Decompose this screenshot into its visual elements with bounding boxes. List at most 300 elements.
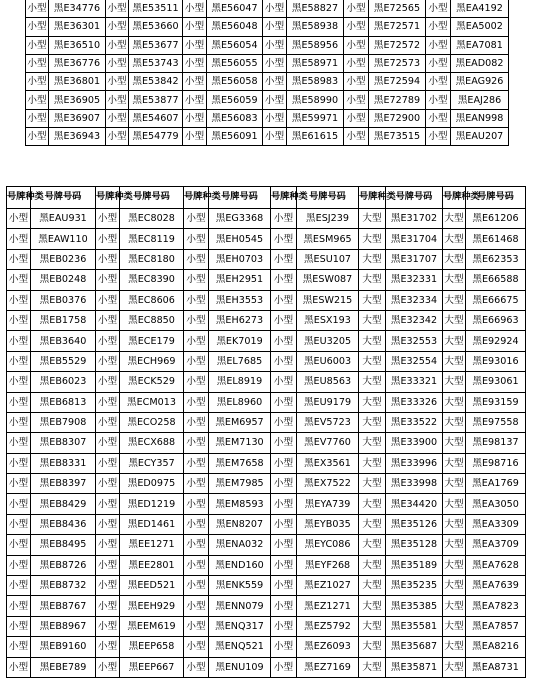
plate-type-cell: 小型 — [7, 372, 31, 392]
plate-number-cell: 黑EA7857 — [466, 616, 526, 636]
table-row — [26, 0, 509, 18]
plate-number-cell: 黑E33321 — [386, 372, 443, 392]
plate-number-cell: 黑E93159 — [466, 392, 526, 412]
plate-number-cell: 黑E72565 — [369, 0, 426, 18]
plate-number-cell: 黑E93061 — [466, 372, 526, 392]
plate-number-cell: 黑EB5529 — [31, 351, 96, 371]
plate-type-cell: 小型 — [184, 351, 209, 371]
plate-number-cell: 黑E31702 — [386, 209, 443, 229]
plate-number-cell: 黑E98716 — [466, 453, 526, 473]
plate-number-cell: 黑EBE789 — [31, 657, 96, 677]
main-plate-table — [6, 186, 526, 678]
plate-number-cell: 黑EA4192 — [451, 0, 509, 18]
plate-number-cell: 黑EED521 — [120, 576, 184, 596]
plate-type-cell: 大型 — [359, 494, 386, 514]
plate-number-cell: 黑E66588 — [466, 270, 526, 290]
plate-type-cell: 小型 — [96, 596, 120, 616]
plate-number-cell: 黑E72789 — [369, 91, 426, 109]
plate-type-cell: 小型 — [106, 54, 129, 72]
plate-number-cell: 黑EZ7169 — [297, 657, 359, 677]
plate-number-cell: 黑E31704 — [386, 229, 443, 249]
plate-type-cell: 小型 — [96, 209, 120, 229]
plate-number-cell: 黑END160 — [209, 555, 271, 575]
plate-number-cell: 黑E31707 — [386, 249, 443, 269]
plate-type-cell: 大型 — [443, 576, 466, 596]
plate-number-cell: 黑E54779 — [129, 128, 183, 146]
plate-number-cell: 黑ECO258 — [120, 412, 184, 432]
plate-type-cell: 小型 — [271, 657, 297, 677]
plate-type-cell: 小型 — [271, 555, 297, 575]
plate-type-cell: 小型 — [344, 0, 369, 18]
plate-number-cell: 黑EB1758 — [31, 310, 96, 330]
plate-number-cell: 黑EAU931 — [31, 209, 96, 229]
plate-type-cell: 大型 — [359, 657, 386, 677]
header-plate-number: 号牌号码 — [297, 187, 359, 209]
plate-number-cell: 黑E54607 — [129, 109, 183, 127]
plate-type-cell: 小型 — [7, 576, 31, 596]
plate-type-cell: 小型 — [344, 54, 369, 72]
plate-type-cell: 小型 — [96, 270, 120, 290]
table-row — [26, 36, 509, 54]
table-row — [7, 433, 526, 453]
plate-type-cell: 大型 — [359, 596, 386, 616]
plate-type-cell: 小型 — [184, 555, 209, 575]
header-plate-number: 号牌号码 — [466, 187, 526, 209]
plate-number-cell: 黑EK7019 — [209, 331, 271, 351]
plate-type-cell: 小型 — [184, 514, 209, 534]
plate-number-cell: 黑E73515 — [369, 128, 426, 146]
plate-number-cell: 黑ESW215 — [297, 290, 359, 310]
plate-type-cell: 大型 — [359, 229, 386, 249]
plate-number-cell: 黑EAJ286 — [451, 91, 509, 109]
plate-number-cell: 黑E59971 — [287, 109, 344, 127]
plate-number-cell: 黑E36905 — [49, 91, 106, 109]
plate-number-cell: 黑E58827 — [287, 0, 344, 18]
plate-type-cell: 小型 — [26, 128, 49, 146]
plate-type-cell: 小型 — [7, 596, 31, 616]
plate-number-cell: 黑EA3050 — [466, 494, 526, 514]
plate-number-cell: 黑EA8216 — [466, 637, 526, 657]
plate-type-cell: 小型 — [183, 73, 207, 91]
plate-number-cell: 黑EV7760 — [297, 433, 359, 453]
plate-number-cell: 黑ENQ521 — [209, 637, 271, 657]
plate-number-cell: 黑E34776 — [49, 0, 106, 18]
plate-number-cell: 黑EAW110 — [31, 229, 96, 249]
table-row — [7, 637, 526, 657]
plate-number-cell: 黑EA7628 — [466, 555, 526, 575]
plate-type-cell: 小型 — [271, 290, 297, 310]
plate-type-cell: 小型 — [271, 433, 297, 453]
plate-type-cell: 大型 — [359, 392, 386, 412]
plate-number-cell: 黑EAN998 — [451, 109, 509, 127]
plate-number-cell: 黑EH6273 — [209, 310, 271, 330]
plate-type-cell: 小型 — [96, 392, 120, 412]
plate-number-cell: 黑EL8960 — [209, 392, 271, 412]
plate-type-cell: 小型 — [106, 128, 129, 146]
plate-number-cell: 黑EA7823 — [466, 596, 526, 616]
plate-type-cell: 小型 — [183, 54, 207, 72]
plate-number-cell: 黑E56083 — [207, 109, 263, 127]
plate-number-cell: 黑E36943 — [49, 128, 106, 146]
plate-type-cell: 大型 — [443, 249, 466, 269]
table-row — [7, 576, 526, 596]
plate-number-cell: 黑E53743 — [129, 54, 183, 72]
plate-number-cell: 黑EA7639 — [466, 576, 526, 596]
plate-type-cell: 大型 — [443, 372, 466, 392]
plate-number-cell: 黑E33996 — [386, 453, 443, 473]
plate-type-cell: 小型 — [7, 637, 31, 657]
plate-type-cell: 大型 — [359, 351, 386, 371]
plate-number-cell: 黑E58983 — [287, 73, 344, 91]
plate-type-cell: 小型 — [26, 54, 49, 72]
plate-type-cell: 大型 — [359, 637, 386, 657]
plate-type-cell: 大型 — [359, 249, 386, 269]
plate-type-cell: 小型 — [271, 576, 297, 596]
plate-number-cell: 黑E53842 — [129, 73, 183, 91]
plate-number-cell: 黑E34420 — [386, 494, 443, 514]
plate-number-cell: 黑E35581 — [386, 616, 443, 636]
plate-number-cell: 黑E33326 — [386, 392, 443, 412]
plate-number-cell: 黑EB9160 — [31, 637, 96, 657]
plate-number-cell: 黑E58938 — [287, 18, 344, 36]
table-row — [26, 18, 509, 36]
plate-number-cell: 黑ED0975 — [120, 474, 184, 494]
plate-number-cell: 黑EM7658 — [209, 453, 271, 473]
plate-type-cell: 小型 — [344, 128, 369, 146]
plate-type-cell: 小型 — [271, 616, 297, 636]
plate-number-cell: 黑EAU207 — [451, 128, 509, 146]
plate-type-cell: 小型 — [426, 0, 451, 18]
plate-number-cell: 黑E53877 — [129, 91, 183, 109]
plate-number-cell: 黑E58971 — [287, 54, 344, 72]
plate-type-cell: 小型 — [26, 109, 49, 127]
plate-type-cell: 小型 — [183, 128, 207, 146]
plate-type-cell: 小型 — [96, 290, 120, 310]
plate-number-cell: 黑EEP658 — [120, 637, 184, 657]
plate-type-cell: 小型 — [96, 494, 120, 514]
plate-number-cell: 黑EAD082 — [451, 54, 509, 72]
plate-type-cell: 小型 — [26, 18, 49, 36]
plate-number-cell: 黑EB8331 — [31, 453, 96, 473]
plate-number-cell: 黑E58956 — [287, 36, 344, 54]
plate-number-cell: 黑EC8390 — [120, 270, 184, 290]
plate-type-cell: 小型 — [184, 209, 209, 229]
plate-number-cell: 黑E36801 — [49, 73, 106, 91]
table-row — [7, 453, 526, 473]
plate-type-cell: 小型 — [184, 453, 209, 473]
plate-type-cell: 小型 — [26, 73, 49, 91]
plate-number-cell: 黑EB8436 — [31, 514, 96, 534]
plate-number-cell: 黑E35235 — [386, 576, 443, 596]
plate-type-cell: 小型 — [184, 637, 209, 657]
plate-number-cell: 黑EZ5792 — [297, 616, 359, 636]
plate-type-cell: 大型 — [359, 616, 386, 636]
plate-type-cell: 小型 — [106, 109, 129, 127]
plate-number-cell: 黑EH0703 — [209, 249, 271, 269]
plate-number-cell: 黑E56091 — [207, 128, 263, 146]
plate-type-cell: 小型 — [7, 229, 31, 249]
plate-number-cell: 黑EYF268 — [297, 555, 359, 575]
plate-number-cell: 黑ED1461 — [120, 514, 184, 534]
plate-number-cell: 黑E35687 — [386, 637, 443, 657]
plate-type-cell: 大型 — [443, 351, 466, 371]
plate-type-cell: 小型 — [184, 494, 209, 514]
plate-type-cell: 大型 — [443, 494, 466, 514]
plate-number-cell: 黑EU8563 — [297, 372, 359, 392]
plate-type-cell: 小型 — [426, 73, 451, 91]
plate-number-cell: 黑EC8180 — [120, 249, 184, 269]
plate-type-cell: 小型 — [7, 514, 31, 534]
plate-type-cell: 大型 — [359, 209, 386, 229]
plate-number-cell: 黑EA7081 — [451, 36, 509, 54]
plate-type-cell: 小型 — [96, 555, 120, 575]
table-row — [7, 290, 526, 310]
plate-number-cell: 黑EU6003 — [297, 351, 359, 371]
plate-type-cell: 小型 — [96, 372, 120, 392]
plate-number-cell: 黑EZ6093 — [297, 637, 359, 657]
plate-type-cell: 小型 — [184, 249, 209, 269]
plate-number-cell: 黑E32334 — [386, 290, 443, 310]
main-table-body — [7, 209, 526, 678]
plate-number-cell: 黑ENK559 — [209, 576, 271, 596]
plate-type-cell: 大型 — [443, 270, 466, 290]
plate-number-cell: 黑EB0236 — [31, 249, 96, 269]
plate-type-cell: 小型 — [271, 637, 297, 657]
plate-type-cell: 小型 — [271, 351, 297, 371]
plate-number-cell: 黑ESX193 — [297, 310, 359, 330]
plate-number-cell: 黑EB8732 — [31, 576, 96, 596]
plate-type-cell: 大型 — [359, 310, 386, 330]
plate-type-cell: 大型 — [359, 270, 386, 290]
plate-number-cell: 黑EEP667 — [120, 657, 184, 677]
plate-type-cell: 大型 — [443, 555, 466, 575]
plate-number-cell: 黑ESM965 — [297, 229, 359, 249]
plate-type-cell: 小型 — [7, 392, 31, 412]
plate-type-cell: 小型 — [184, 310, 209, 330]
plate-type-cell: 小型 — [344, 91, 369, 109]
plate-type-cell: 大型 — [443, 209, 466, 229]
plate-number-cell: 黑E53677 — [129, 36, 183, 54]
plate-type-cell: 小型 — [26, 0, 49, 18]
plate-type-cell: 小型 — [7, 310, 31, 330]
plate-number-cell: 黑EG3368 — [209, 209, 271, 229]
plate-number-cell: 黑ECY357 — [120, 453, 184, 473]
plate-type-cell: 大型 — [443, 229, 466, 249]
plate-type-cell: 小型 — [344, 18, 369, 36]
plate-type-cell: 小型 — [426, 36, 451, 54]
plate-number-cell: 黑E66675 — [466, 290, 526, 310]
plate-number-cell: 黑EA8731 — [466, 657, 526, 677]
plate-type-cell: 大型 — [443, 453, 466, 473]
plate-number-cell: 黑ENQ317 — [209, 616, 271, 636]
plate-type-cell: 小型 — [7, 657, 31, 677]
plate-number-cell: 黑EB8429 — [31, 494, 96, 514]
plate-number-cell: 黑E97558 — [466, 412, 526, 432]
plate-type-cell: 小型 — [184, 412, 209, 432]
plate-type-cell: 小型 — [183, 0, 207, 18]
plate-type-cell: 大型 — [443, 290, 466, 310]
plate-type-cell: 小型 — [184, 331, 209, 351]
plate-type-cell: 小型 — [271, 474, 297, 494]
plate-number-cell: 黑EL8919 — [209, 372, 271, 392]
plate-number-cell: 黑EM7130 — [209, 433, 271, 453]
plate-type-cell: 小型 — [271, 229, 297, 249]
header-plate-number: 号牌号码 — [386, 187, 443, 209]
table-row — [7, 372, 526, 392]
plate-type-cell: 小型 — [7, 433, 31, 453]
plate-number-cell: 黑E72572 — [369, 36, 426, 54]
plate-number-cell: 黑EYC086 — [297, 535, 359, 555]
plate-number-cell: 黑EC8850 — [120, 310, 184, 330]
plate-type-cell: 小型 — [96, 514, 120, 534]
plate-type-cell: 小型 — [184, 657, 209, 677]
header-plate-number: 号牌号码 — [120, 187, 184, 209]
plate-number-cell: 黑E33998 — [386, 474, 443, 494]
plate-type-cell: 小型 — [184, 474, 209, 494]
plate-type-cell: 大型 — [359, 331, 386, 351]
plate-number-cell: 黑EB0248 — [31, 270, 96, 290]
table-row — [7, 310, 526, 330]
plate-type-cell: 大型 — [359, 576, 386, 596]
plate-type-cell: 小型 — [184, 535, 209, 555]
plate-number-cell: 黑E35126 — [386, 514, 443, 534]
plate-type-cell: 大型 — [443, 657, 466, 677]
plate-type-cell: 小型 — [96, 331, 120, 351]
plate-type-cell: 小型 — [7, 535, 31, 555]
table-row — [7, 331, 526, 351]
plate-type-cell: 大型 — [443, 392, 466, 412]
plate-number-cell: 黑E56054 — [207, 36, 263, 54]
header-plate-type: 号牌种类 — [359, 187, 386, 209]
plate-type-cell: 小型 — [263, 128, 287, 146]
plate-number-cell: 黑E92924 — [466, 331, 526, 351]
plate-type-cell: 小型 — [96, 535, 120, 555]
plate-number-cell: 黑EB8967 — [31, 616, 96, 636]
plate-number-cell: 黑E36907 — [49, 109, 106, 127]
plate-number-cell: 黑E53660 — [129, 18, 183, 36]
plate-type-cell: 大型 — [359, 474, 386, 494]
plate-type-cell: 小型 — [7, 290, 31, 310]
plate-type-cell: 小型 — [7, 331, 31, 351]
header-plate-number: 号牌号码 — [209, 187, 271, 209]
plate-number-cell: 黑E35871 — [386, 657, 443, 677]
plate-type-cell: 大型 — [359, 514, 386, 534]
plate-number-cell: 黑EC8119 — [120, 229, 184, 249]
plate-type-cell: 小型 — [263, 18, 287, 36]
plate-type-cell: 小型 — [183, 36, 207, 54]
plate-number-cell: 黑EB6813 — [31, 392, 96, 412]
table-row — [26, 109, 509, 127]
plate-number-cell: 黑E72594 — [369, 73, 426, 91]
plate-type-cell: 大型 — [443, 474, 466, 494]
plate-number-cell: 黑EE2801 — [120, 555, 184, 575]
header-plate-type: 号牌种类 — [271, 187, 297, 209]
top-plate-table — [25, 0, 509, 146]
plate-number-cell: 黑EH0545 — [209, 229, 271, 249]
plate-type-cell: 小型 — [184, 270, 209, 290]
table-row — [7, 392, 526, 412]
table-row — [7, 209, 526, 229]
plate-type-cell: 大型 — [359, 290, 386, 310]
plate-type-cell: 小型 — [184, 616, 209, 636]
plate-number-cell: 黑ECM013 — [120, 392, 184, 412]
plate-number-cell: 黑E53511 — [129, 0, 183, 18]
table-row — [26, 128, 509, 146]
plate-type-cell: 大型 — [443, 310, 466, 330]
plate-number-cell: 黑EC8028 — [120, 209, 184, 229]
plate-type-cell: 小型 — [426, 91, 451, 109]
plate-number-cell: 黑ECX688 — [120, 433, 184, 453]
plate-type-cell: 小型 — [426, 109, 451, 127]
plate-type-cell: 小型 — [106, 18, 129, 36]
table-row — [7, 596, 526, 616]
plate-type-cell: 小型 — [7, 555, 31, 575]
plate-type-cell: 小型 — [7, 494, 31, 514]
plate-number-cell: 黑EN8207 — [209, 514, 271, 534]
plate-number-cell: 黑EB3640 — [31, 331, 96, 351]
plate-type-cell: 小型 — [7, 209, 31, 229]
plate-type-cell: 小型 — [96, 433, 120, 453]
plate-type-cell: 小型 — [183, 91, 207, 109]
plate-type-cell: 小型 — [271, 372, 297, 392]
plate-number-cell: 黑EM8593 — [209, 494, 271, 514]
plate-number-cell: 黑EB8307 — [31, 433, 96, 453]
plate-number-cell: 黑E56058 — [207, 73, 263, 91]
plate-number-cell: 黑E33522 — [386, 412, 443, 432]
plate-type-cell: 小型 — [184, 290, 209, 310]
plate-type-cell: 大型 — [359, 433, 386, 453]
plate-type-cell: 大型 — [443, 433, 466, 453]
plate-type-cell: 小型 — [184, 433, 209, 453]
plate-type-cell: 小型 — [7, 351, 31, 371]
plate-type-cell: 小型 — [271, 249, 297, 269]
plate-type-cell: 小型 — [263, 91, 287, 109]
plate-number-cell: 黑E32342 — [386, 310, 443, 330]
plate-number-cell: 黑EB8397 — [31, 474, 96, 494]
table-row — [7, 535, 526, 555]
plate-number-cell: 黑EE1271 — [120, 535, 184, 555]
plate-type-cell: 小型 — [96, 310, 120, 330]
header-plate-type: 号牌种类 — [184, 187, 209, 209]
plate-number-cell: 黑ECH969 — [120, 351, 184, 371]
plate-type-cell: 小型 — [106, 91, 129, 109]
top-table-body — [26, 0, 509, 146]
plate-type-cell: 小型 — [184, 392, 209, 412]
plate-type-cell: 小型 — [271, 392, 297, 412]
plate-type-cell: 小型 — [7, 616, 31, 636]
plate-type-cell: 小型 — [263, 109, 287, 127]
plate-number-cell: 黑E93016 — [466, 351, 526, 371]
table-row — [7, 514, 526, 534]
plate-number-cell: 黑E36510 — [49, 36, 106, 54]
plate-number-cell: 黑EC8606 — [120, 290, 184, 310]
plate-type-cell: 小型 — [26, 91, 49, 109]
plate-type-cell: 小型 — [344, 109, 369, 127]
plate-number-cell: 黑EA1769 — [466, 474, 526, 494]
plate-type-cell: 小型 — [184, 576, 209, 596]
plate-number-cell: 黑EL7685 — [209, 351, 271, 371]
plate-type-cell: 大型 — [359, 535, 386, 555]
plate-type-cell: 大型 — [443, 535, 466, 555]
plate-number-cell: 黑E56047 — [207, 0, 263, 18]
header-plate-type: 号牌种类 — [443, 187, 466, 209]
plate-number-cell: 黑EB7908 — [31, 412, 96, 432]
table-row — [7, 249, 526, 269]
plate-number-cell: 黑E36776 — [49, 54, 106, 72]
plate-type-cell: 大型 — [443, 596, 466, 616]
plate-type-cell: 大型 — [443, 514, 466, 534]
plate-number-cell: 黑E58990 — [287, 91, 344, 109]
